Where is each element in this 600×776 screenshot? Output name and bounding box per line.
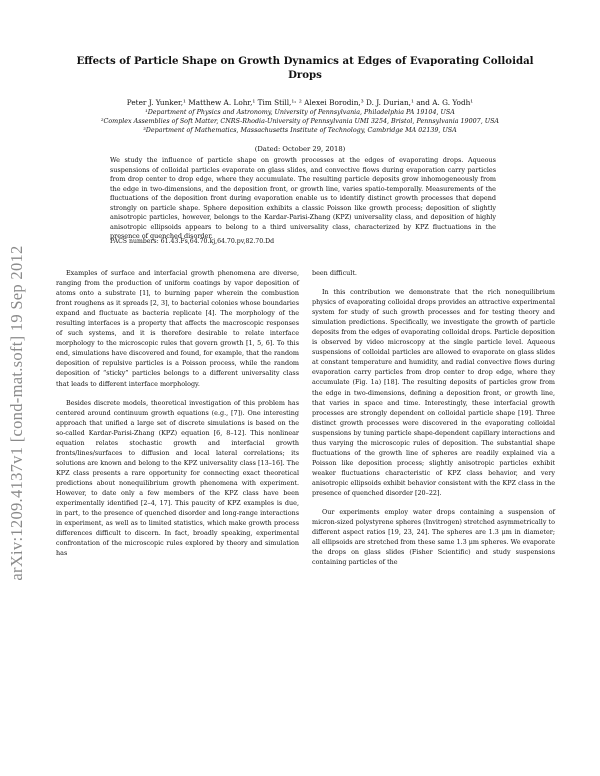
paragraph: Examples of surface and interfacial growth phenomena are diverse, ranging from the production of uniform coatings by vapor deposition of atoms onto a substrate [1], to burning paper wherein the combustion front roughens as it spreads [2, 3], to bacterial colonies whose boundaries expand and fluctuate as bacteria replicate [4]. The morphology of the resulting interfaces is a property that affects the macroscopic responses of such systems, and it is therefore desirable to relate interface morphology to the microscopic rules that govern growth [1, 5, 6]. To this end, simulations have discovered and found, for example, that the random deposition of repulsive particles is a Poisson process, while the random deposition of “sticky” particles belongs to a different universality class that leads to different interface morphology.	[56, 269, 299, 388]
paragraph: Our experiments employ water drops containing a suspension of micron-sized polystyrene spheres (Invitrogen) stretched asymmetrically to different aspect ratios [19, 23, 24]. The spheres are 1.3 μm in diameter; all ellipsoids are stretched from these same 1.3 μm spheres. We evaporate the drops on glass slides (Fisher Scientific) and study suspensions containing particles of the	[312, 508, 555, 567]
paragraph: In this contribution we demonstrate that the rich nonequilibrium physics of evaporating colloidal drops provides an attractive experimental system for study of such growth processes and for testing theory and simulation predictions. Specifically, we investigate the growth of particle deposits from the edges of evaporating colloidal drops. Particle deposition is observed by video microscopy at the single particle level. Aqueous suspensions of colloidal particles are allowed to evaporate on glass slides at constant temperature and humidity, and radial convective flows during evaporation carry particles from drop center to drop edge, where they accumulate (Fig. 1a) [18]. The resulting deposits of particles grow from the edge in two-dimensions, defining a deposition front, or growth line, that varies in space and time. Interestingly, these interfacial growth processes are strongly dependent on colloidal particle shape [19]. Three distinct growth processes were discovered in the evaporating colloidal suspensions by tuning particle shape-dependent capillary interactions and thus varying the microscopic rules of deposition. The substantial shape fluctuations of the growth line of spheres are readily explained via a Poisson like deposition process; slightly anisotropic particles exhibit weaker fluctuations characteristic of KPZ class behavior, and very anisotropic ellipsoids exhibit behavior consistent with the KPZ class in the presence of quenched disorder [20–22].	[312, 288, 555, 497]
arxiv-stamp-text: arXiv:1209.4137v1 [cond-mat.soft] 19 Sep 2012	[7, 244, 26, 581]
affiliation-2: ²Complex Assemblies of Soft Matter, CNRS-Rhodia-University of Pennsylvania UMI 3254, Bristol, Pennsylvania 19007, USA	[100, 118, 500, 125]
left-column	[56, 268, 299, 558]
right-column	[312, 268, 555, 567]
pacs-numbers: PACS numbers: 61.43.Fs,64.70.kj,64.70.pv,82.70.Dd	[110, 238, 275, 245]
paragraph: Besides discrete models, theoretical investigation of this problem has centered around continuum growth equations (e.g., [7]). One interesting approach that unified a large set of discrete simulations is based on the so-called Kardar-Parisi-Zhang (KPZ) equation [6, 8–12]. This nonlinear equation relates stochastic growth and interfacial growth fronts/lines/surfaces to diffusion and local lateral correlations; its solutions are known and belong to the KPZ universality class [13–16]. The KPZ class presents a rare opportunity for connecting exact theoretical predictions about nonequilibrium growth phenomena with experiment. However, to date only a few members of the KPZ class have been experimentally identified [2–4, 17]. This paucity of KPZ examples is due, in part, to the presence of quenched disorder and long-range interactions in experiment, as well as to limited statistics, which make growth process differences difficult to discern. In fact, broadly speaking, experimental confrontation of the microscopic rules explored by theory and simulation has	[56, 398, 299, 558]
paper-title: Effects of Particle Shape on Growth Dynamics at Edges of Evaporating Colloidal Drops	[76, 55, 534, 81]
abstract: We study the influence of particle shape on growth processes at the edges of evaporating drops. Aqueous suspensions of colloidal particles evaporate on glass slides, and convective flows during evaporation carry particles from drop center to drop edge, where they accumulate. The resulting particle deposits grow inhomogeneously from the edge in two-dimensions, and the deposition front, or growth line, varies spatio-temporally. Measurements of the fluctuations of the deposition front during evaporation enable us to identify distinct growth processes that depend strongly on particle shape. Sphere deposition exhibits a classic Poisson like growth process; deposition of slightly anisotropic particles, however, belongs to the Kardar-Parisi-Zhang (KPZ) universality class, and deposition of highly anisotropic ellipsoids appears to belong to a third universality class, characterized by KPZ fluctuations in the presence of quenched disorder.	[110, 156, 496, 241]
date-line: (Dated: October 29, 2018)	[254, 145, 346, 153]
author-list: Peter J. Yunker,¹ Matthew A. Lohr,¹ Tim Still,¹˒ ² Alexei Borodin,³ D. J. Durian,¹ and A. G. Yodh¹	[126, 98, 474, 107]
arxiv-identifier-stamp	[6, 244, 28, 581]
affiliation-3: ³Department of Mathematics, Massachusetts Institute of Technology, Cambridge MA 02139, USA	[143, 127, 457, 134]
paragraph: been difficult.	[312, 269, 357, 277]
affiliation-1: ¹Department of Physics and Astronomy, University of Pennsylvania, Philadelphia PA 19104, USA	[145, 109, 455, 116]
